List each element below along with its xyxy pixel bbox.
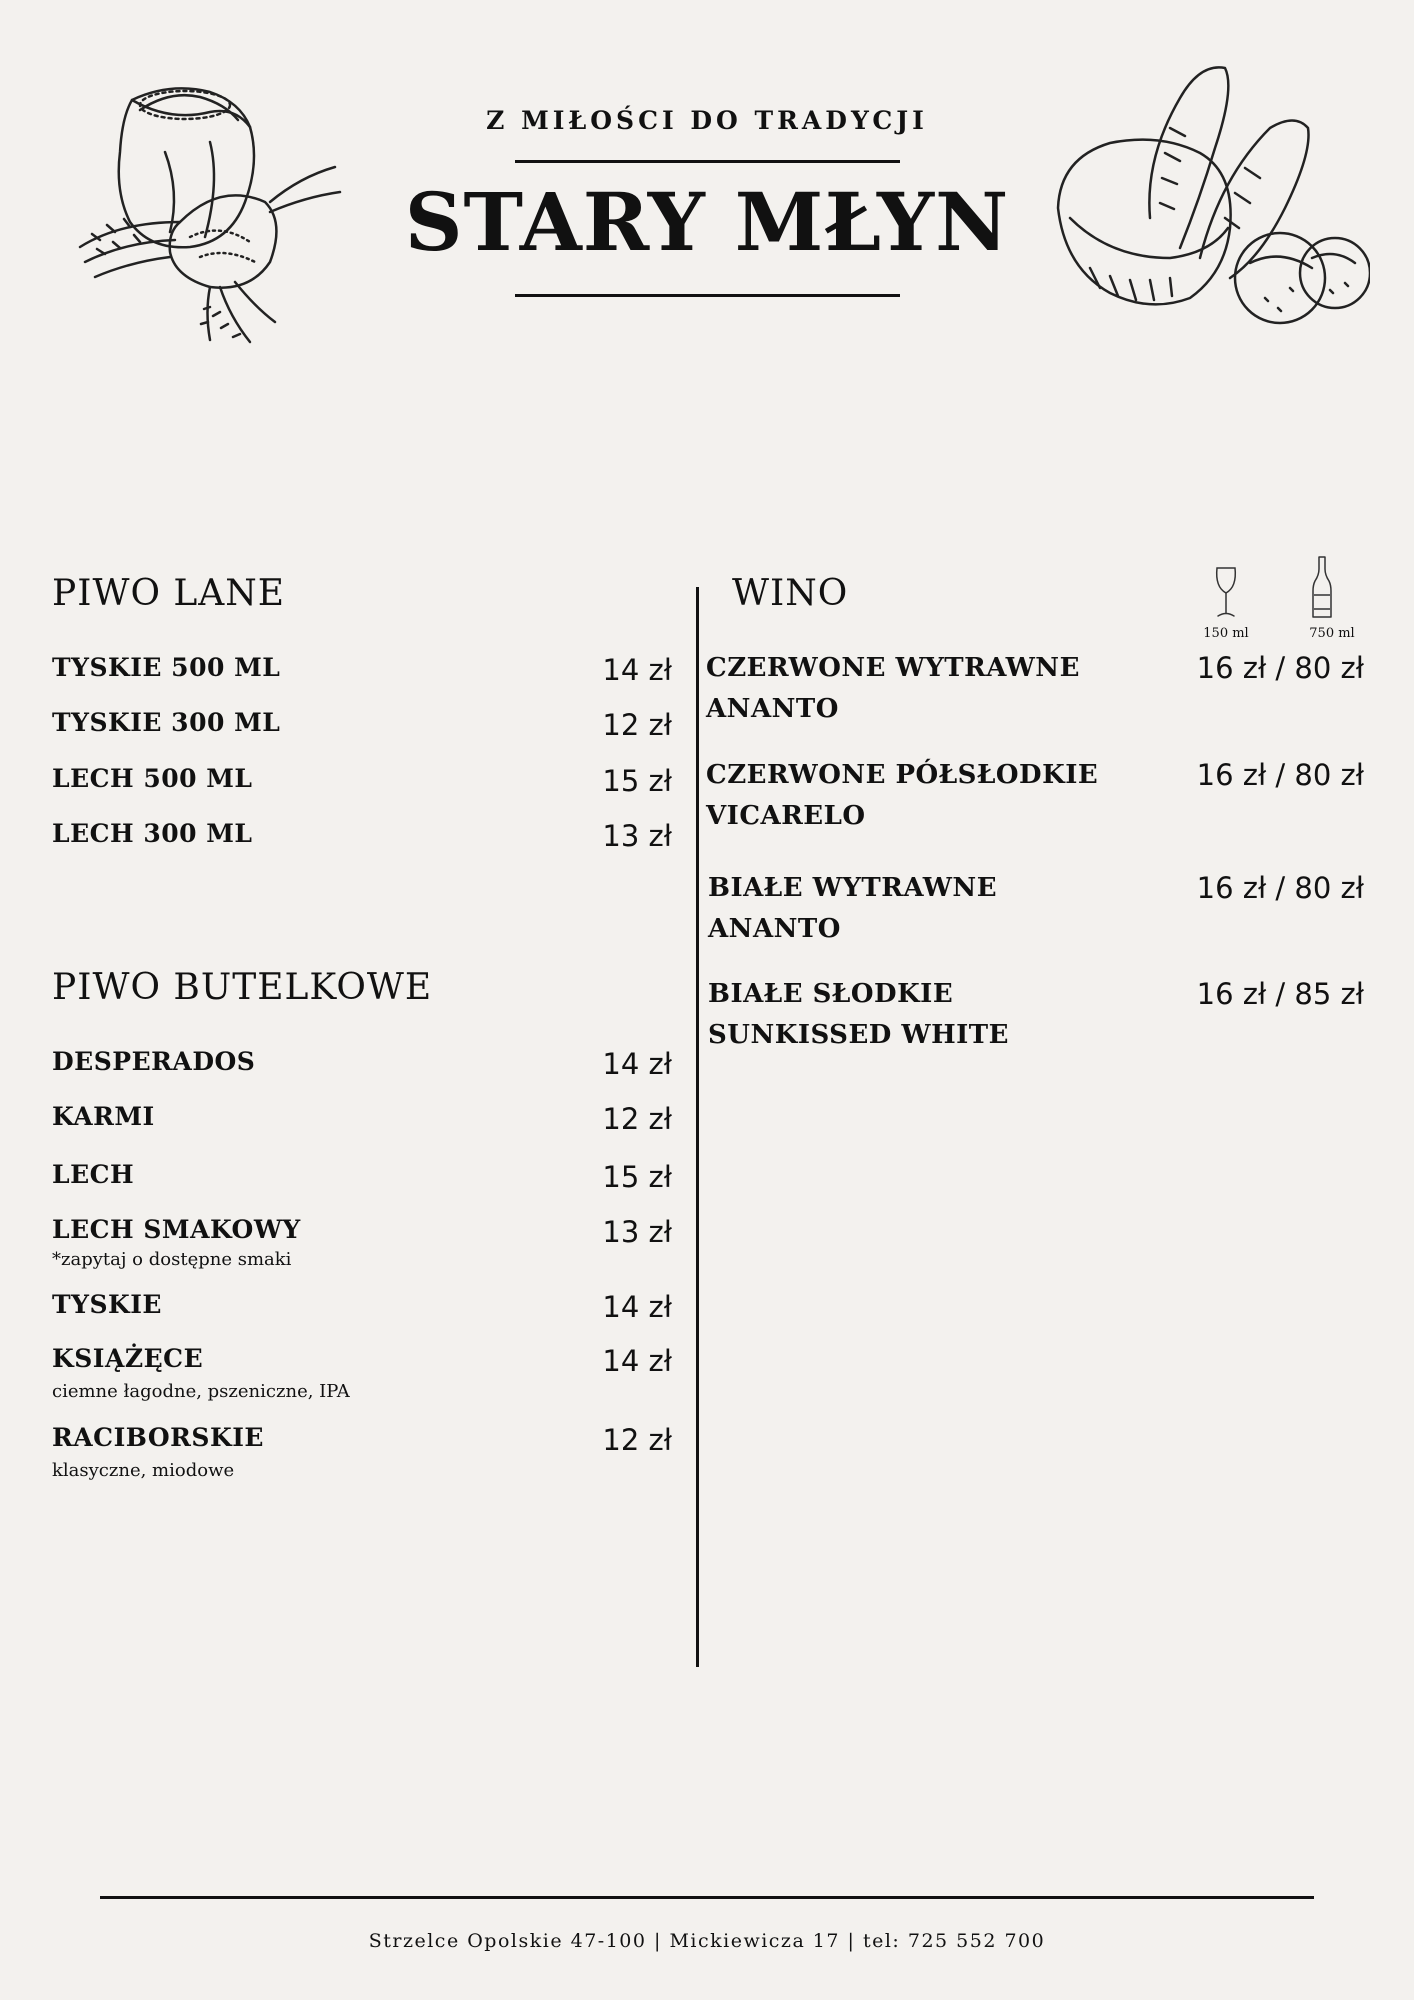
- menu-item-price: 12 zł: [602, 1423, 672, 1457]
- menu-item-note: klasyczne, miodowe: [52, 1460, 235, 1481]
- wine-item-name: [706, 648, 1080, 730]
- menu-item-name: LECH 500 ML: [52, 764, 253, 793]
- wine-item-brand: ANANTO: [706, 694, 839, 724]
- menu-item-price: 14 zł: [602, 1047, 672, 1081]
- section-title-draft-beer: PIWO LANE: [52, 573, 286, 614]
- tagline: Z MIŁOŚCI DO TRADYCJI: [486, 106, 928, 135]
- wine-item-type: BIAŁE SŁODKIE: [708, 979, 954, 1009]
- menu-item-note: ciemne łagodne, pszeniczne, IPA: [52, 1381, 350, 1402]
- bottle-volume-label: 750 ml: [1309, 626, 1355, 641]
- menu-item-name: TYSKIE: [52, 1290, 162, 1319]
- menu-item-name: KSIĄŻĘCE: [52, 1344, 204, 1373]
- menu-item-name: TYSKIE 500 ML: [52, 653, 281, 682]
- menu-item-name: LECH 300 ML: [52, 819, 253, 848]
- column-divider: [696, 587, 699, 1667]
- menu-item-price: 14 zł: [602, 653, 672, 687]
- menu-item-name: LECH SMAKOWY: [52, 1215, 301, 1244]
- footer-rule: [100, 1896, 1314, 1899]
- wine-item-price: 16 zł / 80 zł: [1196, 871, 1364, 905]
- menu-item-name: LECH: [52, 1160, 135, 1189]
- footer-contact: Strzelce Opolskie 47-100 | Mickiewicza 17 | tel: 725 552 700: [368, 1930, 1046, 1952]
- section-title-wine: WINO: [732, 573, 849, 614]
- wine-item-type: CZERWONE WYTRAWNE: [706, 653, 1080, 683]
- wine-item-name: [706, 755, 1098, 837]
- menu-item-price: 13 zł: [602, 819, 672, 853]
- menu-item-note: *zapytaj o dostępne smaki: [52, 1249, 292, 1270]
- menu-item-name: KARMI: [52, 1102, 155, 1131]
- wine-item-brand: VICARELO: [706, 801, 866, 831]
- menu-item-price: 15 zł: [602, 1160, 672, 1194]
- wine-item-brand: SUNKISSED WHITE: [708, 1020, 1009, 1050]
- menu-item-price: 12 zł: [602, 1102, 672, 1136]
- menu-item-price: 13 zł: [602, 1215, 672, 1249]
- menu-item-price: 14 zł: [602, 1290, 672, 1324]
- menu-item-price: 15 zł: [602, 764, 672, 798]
- wine-item-price: 16 zł / 80 zł: [1196, 651, 1364, 685]
- section-title-bottled-beer: PIWO BUTELKOWE: [52, 967, 433, 1008]
- menu-item-name: RACIBORSKIE: [52, 1423, 264, 1452]
- wine-item-type: BIAŁE WYTRAWNE: [708, 873, 998, 903]
- wine-item-price: 16 zł / 85 zł: [1196, 977, 1364, 1011]
- title-rule-top: [515, 160, 900, 163]
- wine-item-type: CZERWONE PÓŁSŁODKIE: [706, 760, 1099, 790]
- menu-item-name: DESPERADOS: [52, 1047, 256, 1076]
- menu-item-price: 14 zł: [602, 1344, 672, 1378]
- menu-item-name: TYSKIE 300 ML: [52, 708, 281, 737]
- wine-item-price: 16 zł / 80 zł: [1196, 758, 1364, 792]
- wine-item-brand: ANANTO: [708, 914, 841, 944]
- page-title: STARY MŁYN: [404, 175, 1010, 269]
- wine-item-name: [708, 868, 997, 950]
- title-rule-bottom: [515, 294, 900, 297]
- wine-item-name: [708, 974, 1009, 1056]
- glass-volume-label: 150 ml: [1203, 626, 1249, 641]
- wine-bottle-icon: [1311, 555, 1333, 620]
- menu-item-price: 12 zł: [602, 708, 672, 742]
- wine-glass-icon: [1213, 565, 1239, 620]
